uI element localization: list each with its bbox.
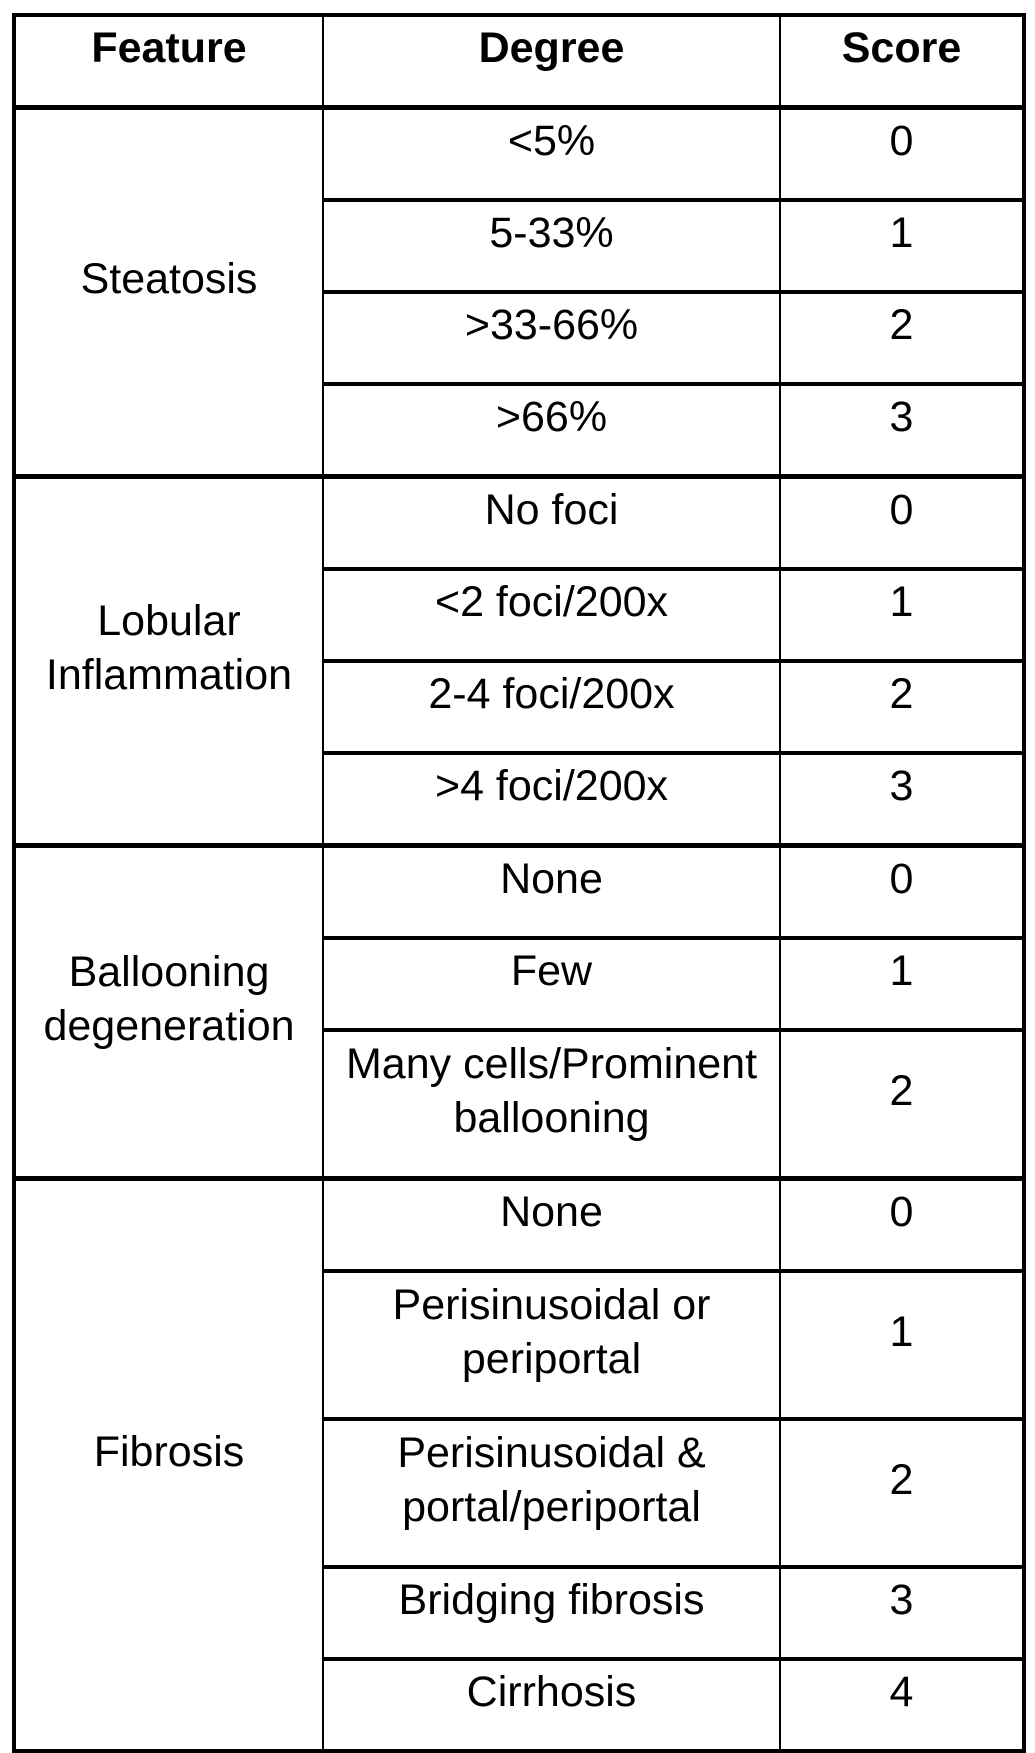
- score-cell: 3: [780, 1567, 1024, 1659]
- score-cell: 4: [780, 1659, 1024, 1751]
- degree-cell: Many cells/Prominent ballooning: [323, 1030, 780, 1178]
- score-cell: 0: [780, 108, 1024, 201]
- degree-cell: >66%: [323, 384, 780, 477]
- degree-cell: No foci: [323, 477, 780, 570]
- degree-cell: 5-33%: [323, 200, 780, 292]
- degree-cell: 2-4 foci/200x: [323, 661, 780, 753]
- degree-cell: None: [323, 1178, 780, 1271]
- header-feature: Feature: [14, 15, 323, 108]
- degree-cell: Few: [323, 938, 780, 1030]
- table-row: [14, 1178, 1024, 1271]
- degree-cell: None: [323, 846, 780, 939]
- score-cell: 1: [780, 938, 1024, 1030]
- degree-cell: <5%: [323, 108, 780, 201]
- score-cell: 3: [780, 384, 1024, 477]
- degree-cell: Cirrhosis: [323, 1659, 780, 1751]
- score-cell: 0: [780, 1178, 1024, 1271]
- table-row: [14, 846, 1024, 939]
- table-row: [14, 108, 1024, 201]
- scoring-table: [12, 13, 1026, 1753]
- score-cell: 2: [780, 1419, 1024, 1567]
- feature-cell-lobular-inflammation: Lobular Inflammation: [14, 477, 323, 846]
- score-cell: 2: [780, 292, 1024, 384]
- degree-cell: >4 foci/200x: [323, 753, 780, 846]
- feature-cell-steatosis: Steatosis: [14, 108, 323, 477]
- score-cell: 1: [780, 200, 1024, 292]
- degree-cell: Bridging fibrosis: [323, 1567, 780, 1659]
- score-cell: 0: [780, 846, 1024, 939]
- score-cell: 2: [780, 1030, 1024, 1178]
- degree-cell: >33-66%: [323, 292, 780, 384]
- header-row: [14, 15, 1024, 108]
- score-cell: 3: [780, 753, 1024, 846]
- score-cell: 1: [780, 1271, 1024, 1419]
- degree-cell: <2 foci/200x: [323, 569, 780, 661]
- table-row: [14, 477, 1024, 570]
- header-degree: Degree: [323, 15, 780, 108]
- degree-cell: Perisinusoidal & portal/periportal: [323, 1419, 780, 1567]
- score-cell: 1: [780, 569, 1024, 661]
- feature-cell-fibrosis: Fibrosis: [14, 1178, 323, 1751]
- score-cell: 0: [780, 477, 1024, 570]
- header-score: Score: [780, 15, 1024, 108]
- degree-cell: Perisinusoidal or periportal: [323, 1271, 780, 1419]
- score-cell: 2: [780, 661, 1024, 753]
- feature-cell-ballooning-degeneration: Ballooning degeneration: [14, 846, 323, 1179]
